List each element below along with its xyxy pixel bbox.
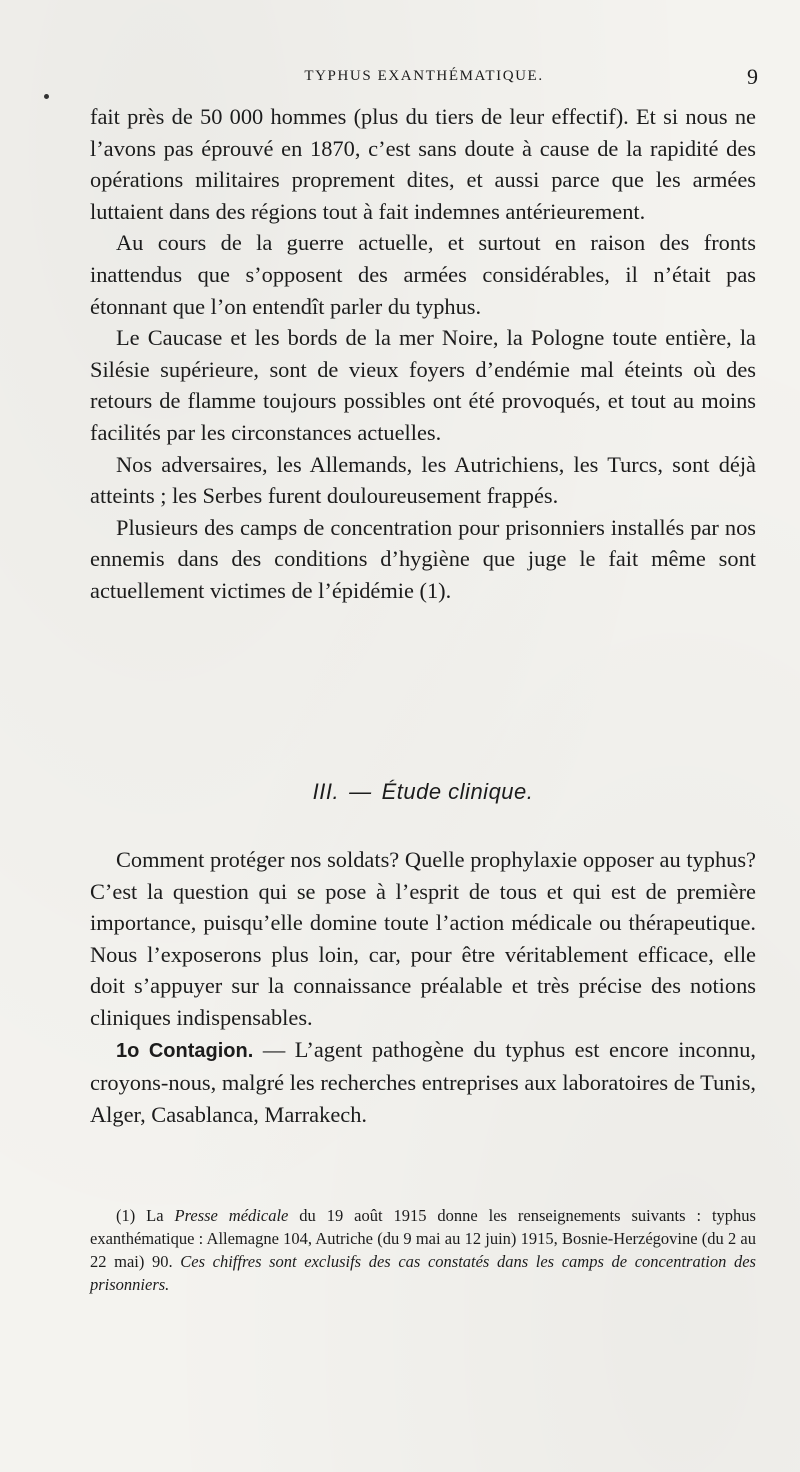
section-dash: — bbox=[349, 779, 372, 804]
section-number: III. bbox=[312, 779, 340, 804]
margin-ink-mark bbox=[44, 94, 49, 99]
footnote-marker: (1) La bbox=[116, 1206, 175, 1225]
paragraph-war: Au cours de la guerre actuelle, et surtout en raison des fronts inattendus que s’opposent des armées considérables, il n’était pas étonnant que l’on entendît parler du typhus. bbox=[90, 230, 756, 319]
footnote-italic-note: Ces chiffres sont exclusifs des cas constatés dans les camps de concentration des prisonniers. bbox=[90, 1252, 756, 1294]
paragraph-camps: Plusieurs des camps de concentration pour prisonniers installés par nos ennemis dans des conditions d’hygiène que juge le fait même sont actuellement victimes de l’épidémie (1). bbox=[90, 514, 756, 603]
section-heading bbox=[90, 779, 756, 805]
paragraph-prophylaxis: Comment protéger nos soldats? Quelle prophylaxie opposer au typhus? C’est la question qui se pose à l’esprit de tous et qui est de première importance, puisqu’elle domine toute l’action médicale ou thérapeutique. Nous l’exposerons plus loin, car, pour être véritablement efficace, elle doit s’appuyer sur la connaissance préalable et très précise des notions cliniques indispensables. bbox=[90, 847, 756, 1030]
paragraph-contagion bbox=[90, 1034, 756, 1131]
contagion-text: — L’agent pathogène du typhus est encore inconnu, croyons-nous, malgré les recherches entreprises aux laboratoires de Tunis, Alger, Casablanca, Marrakech. bbox=[90, 1036, 756, 1127]
footnote-journal: Presse médicale bbox=[174, 1206, 289, 1225]
running-title: TYPHUS EXANTHÉMATIQUE. bbox=[304, 68, 544, 84]
paragraph-adversaries: Nos adversaires, les Allemands, les Autrichiens, les Turcs, sont déjà atteints ; les Serbes furent douloureusement frappés. bbox=[90, 451, 756, 509]
running-head bbox=[90, 64, 758, 92]
page-number: 9 bbox=[747, 64, 758, 89]
section-body bbox=[90, 844, 756, 1130]
body-text bbox=[90, 101, 756, 607]
paragraph-continuation: fait près de 50 000 hommes (plus du tiers de leur effectif). Et si nous ne l’avons pas éprouvé en 1870, c’est sans doute à cause de la rapidité des opérations militaires proprement dites, et aussi parce que les armées luttaient dans des régions tout à fait indemnes antérieurement. bbox=[90, 104, 756, 224]
section-title: Étude clinique. bbox=[381, 779, 534, 804]
contagion-subhead: 1o Contagion. bbox=[116, 1039, 254, 1062]
footnote bbox=[90, 1204, 756, 1296]
paragraph-caucasus: Le Caucase et les bords de la mer Noire, la Pologne toute entière, la Silésie supérieure, sont de vieux foyers d’endémie mal éteints où des retours de flamme toujours possibles ont été provoqués, et tout au moins facilités par les circonstances actuelles. bbox=[90, 325, 756, 445]
footnote-text: du 19 août 1915 donne les renseignements suivants : typhus exanthématique : Allemagne 104, Autriche (du 9 mai au 12 juin) 1915, Bosnie-Herzégovine (du 2 au 22 mai) 90. bbox=[90, 1206, 756, 1271]
